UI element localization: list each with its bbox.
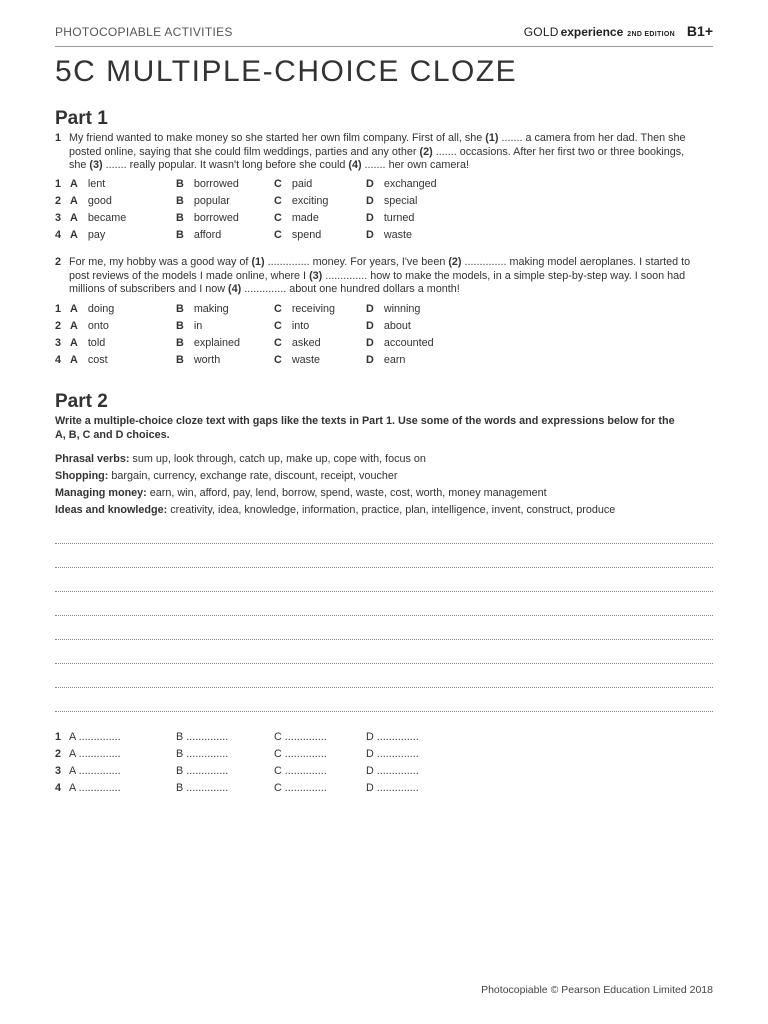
gap-number: (1) bbox=[485, 132, 499, 144]
text-segment: a camera from her dad. Then she posted online, saying that she could film weddings, parties and any other bbox=[69, 132, 686, 158]
option-word: told bbox=[87, 337, 106, 349]
answer-row bbox=[55, 765, 455, 782]
option-word: worth bbox=[193, 354, 221, 366]
option-a bbox=[70, 178, 105, 190]
writing-line[interactable] bbox=[55, 639, 713, 640]
option-c bbox=[274, 303, 335, 315]
answer-c-field[interactable]: C .............. bbox=[274, 782, 327, 794]
writing-line[interactable] bbox=[55, 567, 713, 568]
option-letter: A bbox=[70, 337, 78, 349]
gap-number: (3) bbox=[89, 159, 103, 171]
option-word: about bbox=[383, 320, 411, 332]
text-segment: about one hundred dollars a month! bbox=[289, 283, 460, 295]
option-letter: B bbox=[176, 178, 184, 190]
option-number: 1 bbox=[55, 303, 62, 315]
gap-blank: ....... bbox=[102, 159, 130, 171]
text-segment: really popular. It wasn't long before she could bbox=[129, 159, 349, 171]
vocab-words: sum up, look through, catch up, make up, cope with, focus on bbox=[129, 453, 426, 465]
answer-b-field[interactable]: B .............. bbox=[176, 748, 229, 760]
gap-blank: ....... bbox=[432, 145, 460, 158]
option-letter: D bbox=[366, 320, 374, 332]
option-a bbox=[70, 354, 108, 366]
gap-blank: ....... bbox=[498, 132, 526, 144]
option-c bbox=[274, 178, 312, 190]
option-d bbox=[366, 178, 437, 190]
option-word: borrowed bbox=[193, 178, 239, 190]
text-segment: her own camera! bbox=[388, 159, 469, 171]
option-word: spend bbox=[291, 229, 322, 241]
option-letter: C bbox=[274, 195, 282, 207]
option-word: cost bbox=[87, 354, 108, 366]
option-a bbox=[70, 303, 114, 315]
answer-c-field[interactable]: C .............. bbox=[274, 765, 327, 777]
option-b bbox=[176, 178, 239, 190]
option-a bbox=[70, 212, 126, 224]
option-b bbox=[176, 229, 221, 241]
answer-a-field[interactable]: A .............. bbox=[69, 748, 121, 760]
option-b bbox=[176, 354, 220, 366]
gap-number: (4) bbox=[228, 283, 242, 295]
option-letter: A bbox=[70, 354, 78, 366]
vocab-label: Managing money: bbox=[55, 487, 147, 499]
brand-experience: experience bbox=[560, 25, 624, 39]
option-word: paid bbox=[291, 178, 313, 190]
option-letter: D bbox=[366, 178, 374, 190]
text-segment: My friend wanted to make money so she started her own film company. First of all, she bbox=[69, 132, 486, 144]
gap-number: (2) bbox=[419, 145, 433, 158]
option-number: 2 bbox=[55, 320, 62, 332]
brand-gold: GOLD bbox=[523, 25, 559, 39]
option-word: made bbox=[291, 212, 319, 224]
gap-blank: .............. bbox=[264, 256, 313, 268]
option-letter: B bbox=[176, 229, 184, 241]
option-word: exciting bbox=[291, 195, 329, 207]
answer-number: 4 bbox=[55, 782, 62, 794]
option-word: receiving bbox=[291, 303, 336, 315]
vocab-label: Ideas and knowledge: bbox=[55, 504, 168, 516]
answer-c-field[interactable]: C .............. bbox=[274, 748, 327, 760]
option-letter: A bbox=[70, 212, 78, 224]
option-letter: A bbox=[70, 229, 78, 241]
part2-heading: Part 2 bbox=[55, 391, 108, 412]
option-letter: C bbox=[274, 354, 282, 366]
option-word: waste bbox=[383, 229, 413, 241]
option-a bbox=[70, 195, 112, 207]
option-d bbox=[366, 229, 412, 241]
option-word: waste bbox=[291, 354, 321, 366]
answer-number: 2 bbox=[55, 748, 62, 760]
option-word: turned bbox=[383, 212, 415, 224]
option-letter: A bbox=[70, 195, 78, 207]
answer-b-field[interactable]: B .............. bbox=[176, 731, 229, 743]
gap-number: (2) bbox=[448, 256, 462, 268]
answer-d-field[interactable]: D .............. bbox=[366, 731, 419, 743]
vocab-row bbox=[55, 453, 715, 470]
answer-d-field[interactable]: D .............. bbox=[366, 782, 419, 794]
option-letter: D bbox=[366, 212, 374, 224]
option-c bbox=[274, 195, 328, 207]
option-c bbox=[274, 229, 321, 241]
option-word: into bbox=[291, 320, 310, 332]
option-row bbox=[55, 178, 555, 195]
part2-instruction: Write a multiple-choice cloze text with gaps like the texts in Part 1. Use some of the words and expressions below for the A, B, C and D choices. bbox=[55, 415, 675, 441]
option-row bbox=[55, 229, 555, 246]
level-badge: B1+ bbox=[686, 23, 713, 39]
option-c bbox=[274, 337, 321, 349]
vocab-label: Phrasal verbs: bbox=[55, 453, 130, 465]
gap-number: (4) bbox=[348, 159, 362, 171]
option-number: 3 bbox=[55, 337, 62, 349]
option-word: borrowed bbox=[193, 212, 239, 224]
option-letter: B bbox=[176, 303, 184, 315]
vocab-label: Shopping: bbox=[55, 470, 109, 482]
option-row bbox=[55, 320, 555, 337]
option-letter: B bbox=[176, 320, 184, 332]
option-word: popular bbox=[193, 195, 230, 207]
text-number: 2 bbox=[55, 256, 62, 268]
option-c bbox=[274, 212, 319, 224]
option-word: good bbox=[87, 195, 112, 207]
vocab-row bbox=[55, 504, 715, 521]
option-b bbox=[176, 337, 240, 349]
option-word: accounted bbox=[383, 337, 434, 349]
option-letter: B bbox=[176, 354, 184, 366]
option-letter: D bbox=[366, 195, 374, 207]
option-word: earn bbox=[383, 354, 406, 366]
option-b bbox=[176, 320, 202, 332]
writing-line[interactable] bbox=[55, 615, 713, 616]
option-row bbox=[55, 303, 555, 320]
part1-heading: Part 1 bbox=[55, 108, 108, 129]
vocab-row bbox=[55, 487, 715, 504]
option-word: explained bbox=[193, 337, 241, 349]
vocab-words: earn, win, afford, pay, lend, borrow, spend, waste, cost, worth, money management bbox=[146, 487, 547, 499]
gap-blank: .............. bbox=[322, 269, 371, 282]
answer-row bbox=[55, 782, 455, 799]
option-letter: C bbox=[274, 337, 282, 349]
option-a bbox=[70, 337, 105, 349]
option-letter: C bbox=[274, 320, 282, 332]
section-label: PHOTOCOPIABLE ACTIVITIES bbox=[55, 25, 233, 39]
answer-c-field[interactable]: C .............. bbox=[274, 731, 327, 743]
text-segment: money. For years, I've been bbox=[312, 256, 449, 268]
answer-choices bbox=[55, 731, 455, 799]
brand-edition: 2ND EDITION bbox=[627, 31, 675, 38]
writing-line[interactable] bbox=[55, 687, 713, 688]
brand-logo bbox=[524, 23, 713, 41]
option-row bbox=[55, 354, 555, 371]
gap-blank: ....... bbox=[361, 159, 389, 171]
option-a bbox=[70, 229, 105, 241]
options-list-2 bbox=[55, 303, 555, 371]
writing-line[interactable] bbox=[55, 711, 713, 712]
option-word: special bbox=[383, 195, 418, 207]
answer-d-field[interactable]: D .............. bbox=[366, 748, 419, 760]
option-word: afford bbox=[193, 229, 222, 241]
option-word: lent bbox=[87, 178, 106, 190]
option-number: 4 bbox=[55, 354, 62, 366]
answer-a-field[interactable]: A .............. bbox=[69, 731, 121, 743]
option-letter: A bbox=[70, 303, 78, 315]
answer-row bbox=[55, 731, 455, 748]
option-number: 4 bbox=[55, 229, 62, 241]
option-c bbox=[274, 320, 309, 332]
option-word: became bbox=[87, 212, 127, 224]
text-segment: making model aeroplanes. I started to post reviews of the models I made online, where I bbox=[69, 256, 691, 282]
option-row bbox=[55, 212, 555, 229]
gap-blank: .............. bbox=[241, 283, 290, 295]
option-d bbox=[366, 337, 434, 349]
gap-blank: .............. bbox=[461, 256, 510, 268]
options-list-1 bbox=[55, 178, 555, 246]
writing-line[interactable] bbox=[55, 663, 713, 664]
option-word: making bbox=[193, 303, 229, 315]
option-d bbox=[366, 354, 405, 366]
option-b bbox=[176, 212, 239, 224]
vocab-row bbox=[55, 470, 715, 487]
text-number: 1 bbox=[55, 132, 62, 144]
writing-line[interactable] bbox=[55, 543, 713, 544]
option-word: pay bbox=[87, 229, 106, 241]
vocab-words: bargain, currency, exchange rate, discount, receipt, voucher bbox=[108, 470, 398, 482]
option-letter: C bbox=[274, 212, 282, 224]
option-letter: C bbox=[274, 178, 282, 190]
writing-line[interactable] bbox=[55, 591, 713, 592]
option-letter: C bbox=[274, 229, 282, 241]
option-number: 1 bbox=[55, 178, 62, 190]
vocab-words: creativity, idea, knowledge, information, practice, plan, intelligence, invent, construct, produce bbox=[167, 504, 616, 516]
option-word: exchanged bbox=[383, 178, 437, 190]
cloze-text-2 bbox=[55, 256, 695, 297]
option-number: 2 bbox=[55, 195, 62, 207]
option-word: in bbox=[193, 320, 203, 332]
option-number: 3 bbox=[55, 212, 62, 224]
option-letter: D bbox=[366, 303, 374, 315]
option-b bbox=[176, 195, 230, 207]
option-letter: A bbox=[70, 320, 78, 332]
option-word: onto bbox=[87, 320, 109, 332]
answer-b-field[interactable]: B .............. bbox=[176, 782, 229, 794]
gap-number: (1) bbox=[251, 256, 265, 268]
text-segment: occasions. After her first two or three bookings, she bbox=[69, 145, 685, 171]
text-segment: For me, my hobby was a good way of bbox=[69, 256, 252, 268]
option-d bbox=[366, 195, 417, 207]
gap-number: (3) bbox=[309, 269, 323, 282]
option-letter: C bbox=[274, 303, 282, 315]
option-a bbox=[70, 320, 109, 332]
option-word: winning bbox=[383, 303, 421, 315]
answer-row bbox=[55, 748, 455, 765]
option-letter: D bbox=[366, 337, 374, 349]
cloze-text-1 bbox=[55, 132, 695, 173]
answer-number: 1 bbox=[55, 731, 62, 743]
option-word: doing bbox=[87, 303, 115, 315]
answer-d-field[interactable]: D .............. bbox=[366, 765, 419, 777]
page-header bbox=[55, 22, 713, 47]
option-letter: A bbox=[70, 178, 78, 190]
page-title: 5C MULTIPLE-CHOICE CLOZE bbox=[55, 55, 518, 88]
text-segment: how to make the models, in a simple step-by-step way. I soon had millions of subscribers and I now bbox=[69, 269, 686, 295]
option-letter: D bbox=[366, 229, 374, 241]
option-letter: B bbox=[176, 212, 184, 224]
option-c bbox=[274, 354, 320, 366]
option-letter: D bbox=[366, 354, 374, 366]
option-d bbox=[366, 212, 414, 224]
option-d bbox=[366, 303, 420, 315]
option-letter: B bbox=[176, 195, 184, 207]
answer-number: 3 bbox=[55, 765, 62, 777]
option-b bbox=[176, 303, 229, 315]
option-letter: B bbox=[176, 337, 184, 349]
option-d bbox=[366, 320, 411, 332]
answer-a-field[interactable]: A .............. bbox=[69, 782, 121, 794]
answer-a-field[interactable]: A .............. bbox=[69, 765, 121, 777]
option-word: asked bbox=[291, 337, 321, 349]
option-row bbox=[55, 195, 555, 212]
vocab-list bbox=[55, 453, 715, 521]
copyright-footer: Photocopiable © Pearson Education Limited 2018 bbox=[481, 984, 713, 996]
option-row bbox=[55, 337, 555, 354]
answer-b-field[interactable]: B .............. bbox=[176, 765, 229, 777]
